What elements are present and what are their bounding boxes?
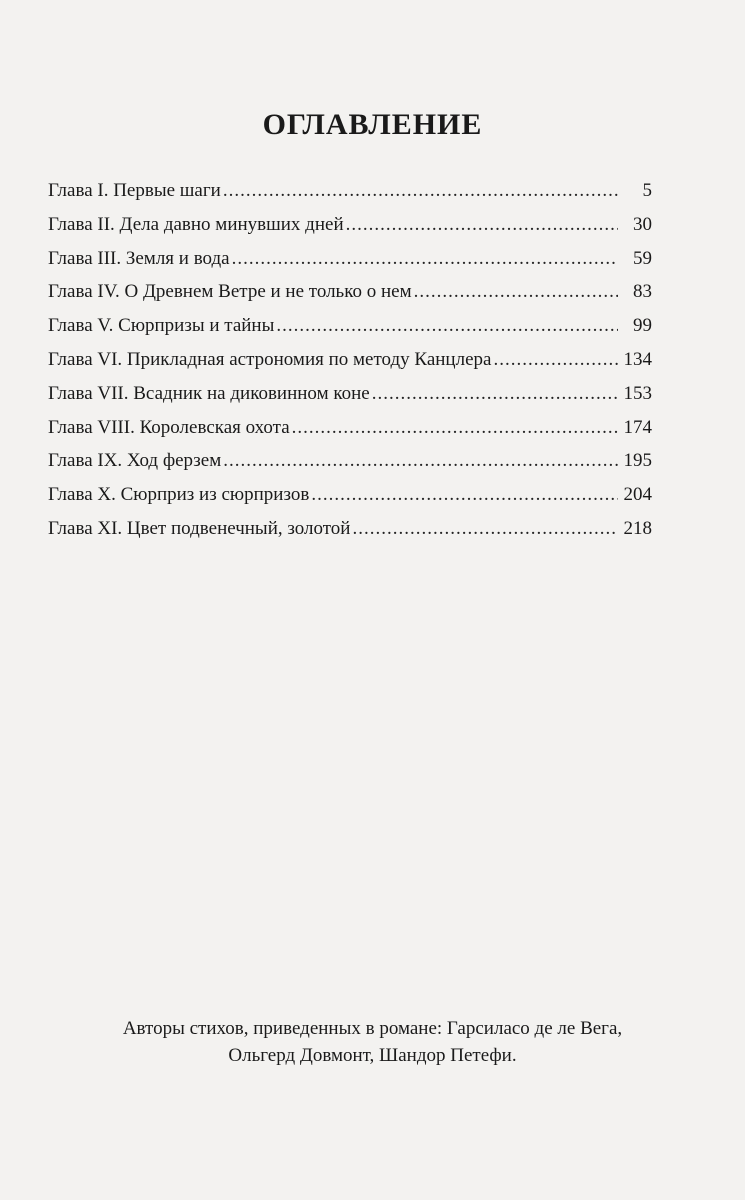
- toc-entry: [48, 518, 652, 552]
- toc-entry: [48, 349, 652, 383]
- toc-leader-dots: [352, 518, 618, 540]
- poem-authors-note-line: Ольгерд Довмонт, Шандор Петефи.: [228, 1045, 517, 1066]
- toc-entry: [48, 180, 652, 214]
- toc-entry-label: Глава VI. Прикладная астрономия по методу Канцлера: [48, 348, 492, 370]
- toc-entry-page: 134: [623, 348, 652, 370]
- toc-entry-page: 195: [623, 450, 652, 472]
- toc-entry-page: 5: [642, 180, 652, 201]
- toc-entry: [48, 383, 652, 417]
- poem-authors-note-line: Авторы стихов, приведенных в романе: Гарсиласо де ле Вега,: [122, 1018, 623, 1039]
- toc-entry-page: 99: [633, 315, 652, 337]
- toc-entry-label: Глава VIII. Королевская охота: [48, 416, 290, 438]
- toc-entry: [48, 484, 652, 518]
- toc-entry-label: Глава X. Сюрприз из сюрпризов: [48, 484, 310, 506]
- toc-entry: [48, 214, 652, 248]
- toc-entry: [48, 450, 652, 484]
- toc-entry-label: Глава III. Земля и вода: [48, 247, 230, 269]
- toc-entry-label: Глава IX. Ход ферзем: [48, 450, 222, 472]
- toc-entry-page: 153: [623, 382, 652, 404]
- toc-entry: [48, 281, 652, 315]
- toc-entry-page: 30: [633, 213, 652, 235]
- toc-leader-dots: [311, 484, 618, 506]
- toc-entry: [48, 417, 652, 451]
- toc-leader-dots: [223, 180, 618, 202]
- toc-entry-page: 174: [623, 416, 652, 438]
- toc-entry-page: 83: [633, 281, 652, 303]
- toc-entry: [48, 248, 652, 282]
- toc-entry-page: 204: [623, 484, 652, 506]
- toc-entry-label: Глава IV. О Древнем Ветре и не только о нем: [48, 281, 412, 303]
- toc-entry-page: 59: [633, 247, 652, 269]
- toc-leader-dots: [292, 417, 618, 439]
- toc-leader-dots: [346, 214, 618, 236]
- poem-authors-note: [60, 1015, 685, 1069]
- toc-leader-dots: [372, 383, 618, 405]
- toc-leader-dots: [493, 349, 618, 371]
- page-title: ОГЛАВЛЕНИЕ: [262, 108, 483, 142]
- toc-leader-dots: [232, 248, 618, 270]
- toc-leader-dots: [414, 281, 618, 303]
- toc-entry-label: Глава V. Сюрпризы и тайны: [48, 315, 275, 337]
- toc-entry-label: Глава XI. Цвет подвенечный, золотой: [48, 517, 351, 539]
- toc-leader-dots: [276, 315, 618, 337]
- toc-entry-label: Глава II. Дела давно минувших дней: [48, 213, 344, 235]
- table-of-contents: [48, 180, 652, 552]
- toc-entry-label: Глава VII. Всадник на диковинном коне: [48, 382, 370, 404]
- toc-entry-page: 218: [623, 517, 652, 539]
- toc-leader-dots: [223, 450, 618, 472]
- toc-entry: [48, 315, 652, 349]
- toc-entry-label: Глава I. Первые шаги: [48, 180, 221, 201]
